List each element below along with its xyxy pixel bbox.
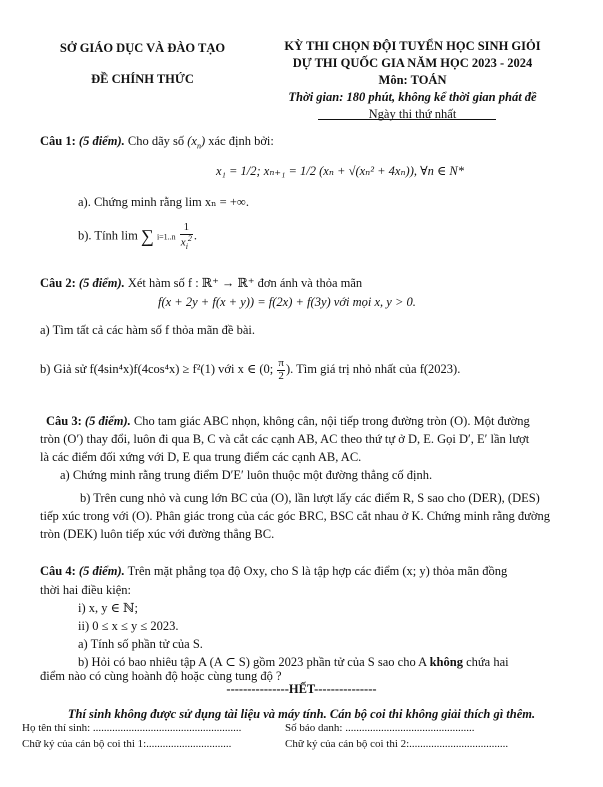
q1-label: Câu 1: [40,134,76,148]
q2-intro: Xét hàm số f : ℝ⁺ → ℝ⁺ đơn ánh và thỏa mãn [127,276,363,290]
q4-cond-ii: ii) 0 ≤ x ≤ y ≤ 2023. [78,619,179,633]
q1-fraction: $\frac{1}{x_i^2}$ [180,221,192,251]
exam-subtitle: DỰ THI QUỐC GIA NĂM HỌC 2023 - 2024 [292,55,533,70]
q3-heading [46,413,530,430]
proctor1-signature: Chữ ký của cán bộ coi thi 1:............................... [22,738,232,750]
q1-part-b-prefix: b). Tính lim [78,228,138,243]
q3-part-b-line1: b) Trên cung nhỏ và cung lớn BC của (O), lần lượt lấy các điểm R, S sao cho (DER), (DES) [80,491,540,505]
q4-cond-i: i) x, y ∈ ℕ; [78,601,138,615]
q3-points: (5 điểm). [84,414,131,428]
q4-part-a: a) Tính số phần tử của S. [78,637,203,651]
exam-title: KỲ THI CHỌN ĐỘI TUYỂN HỌC SINH GIỎI [284,39,541,53]
candidate-name-field: Họ tên thí sinh: ...................................................... [22,722,242,734]
q4-part-b-line2: điểm nào có cùng hoành độ hoặc cùng tung độ ? [40,669,282,683]
q1-intro-b: xác định bởi: [208,134,274,148]
q1-part-b: b). Tính lim ∑ i=1..n $\frac{1}{x_i^2}$ . [78,221,198,251]
q3-part-b-line2: tiếp xúc trong với (O). Phân giác trong của các góc BRC, BSC cắt nhau ở K. Chứng minh rằng đường [40,509,551,523]
header-divider [318,119,496,120]
q3-part-a: a) Chứng minh rằng trung điểm D′E′ luôn thuộc một đường thẳng cố định. [60,468,433,482]
q2-part-b [40,358,460,382]
q2-points: (5 điểm). [78,276,125,290]
q3-label: Câu 3: [46,414,82,428]
q4-heading [40,563,507,580]
q4-line2: thời hai điều kiện: [40,583,131,597]
header-left [40,40,245,102]
official-label: ĐỀ CHÍNH THỨC [91,71,194,86]
q2-part-b-suffix: . Tìm giá trị nhỏ nhất của f(2023). [290,361,461,376]
q1-intro-a: Cho dãy số [127,134,185,148]
q4-b-pre: b) Hỏi có bao nhiêu tập A (A ⊂ S) gồm 2023 phần tử của S sao cho A [78,655,427,669]
candidate-number-field: Số báo danh: ............................................... [285,722,475,734]
exam-note: Thí sinh không được sử dụng tài liệu và máy tính. Cán bộ coi thi không giải thích gì thêm. [67,707,536,721]
q1-eq-text: x₁ = 1/2; xₙ₊₁ = 1/2 (xₙ + √(xₙ² + 4xₙ)), ∀n ∈ N* [215,164,465,178]
q4-points: (5 điểm). [78,564,125,578]
q1-heading [40,133,274,152]
q2-equation: f(x + 2y + f(x + y)) = f(2x) + f(3y) với mọi x, y > 0. [158,295,416,309]
q3-line1: Cho tam giác ABC nhọn, không cân, nội tiếp trong đường tròn (O). Một đường [133,414,530,428]
department-name: SỞ GIÁO DỤC VÀ ĐÀO TẠO [59,41,226,55]
header-right [250,38,575,122]
q4-label: Câu 4: [40,564,76,578]
q3-line2: tròn (O′) thay đổi, luôn đi qua B, C và cắt các cạnh AB, AC theo thứ tự ở D, E. Gọi D′, E′ lần lượt [40,432,530,446]
q1-part-a: a). Chứng minh rằng lim xₙ = +∞. [78,195,249,209]
sum-symbol: ∑ [140,226,154,247]
q2-part-b-prefix: b) Giả sử f(4sin⁴x)f(4cos⁴x) ≥ f²(1) với x ∈ [40,361,257,376]
q2-label: Câu 2: [40,276,76,290]
q1-equation [170,163,510,180]
q1-points: (5 điểm). [78,134,125,148]
q4-b-bold: không [429,655,463,669]
q3-line3: là các điểm đối xứng với D, E qua trung điểm các cạnh AB, AC. [40,450,362,464]
q1-seq-symbol: $(x_n)$ [187,134,206,151]
subject: Môn: TOÁN [378,72,447,87]
exam-day: Ngày thi thứ nhất [368,106,457,121]
time-limit: Thời gian: 180 phút, không kể thời gian phát đề [288,89,537,104]
q4-b-post: chứa hai [466,655,509,669]
q2-heading [40,275,362,292]
sum-limits: i=1..n [156,232,176,242]
q2-part-a: a) Tìm tất cả các hàm số f thỏa mãn đề bài. [40,323,255,337]
q3-part-b-line3: tròn (DEK) luôn tiếp xúc với đường thẳng BC. [40,527,275,541]
proctor2-signature: Chữ ký của cán bộ coi thi 2:.................................... [285,738,509,750]
end-marker: ---------------HẾT--------------- [226,682,377,696]
q4-line1: Trên mặt phẳng tọa độ Oxy, cho S là tập hợp các điểm (x; y) thỏa mãn đồng [127,564,508,578]
q2-interval: (0; $\frac{\pi}{2}$ ) [259,357,291,382]
